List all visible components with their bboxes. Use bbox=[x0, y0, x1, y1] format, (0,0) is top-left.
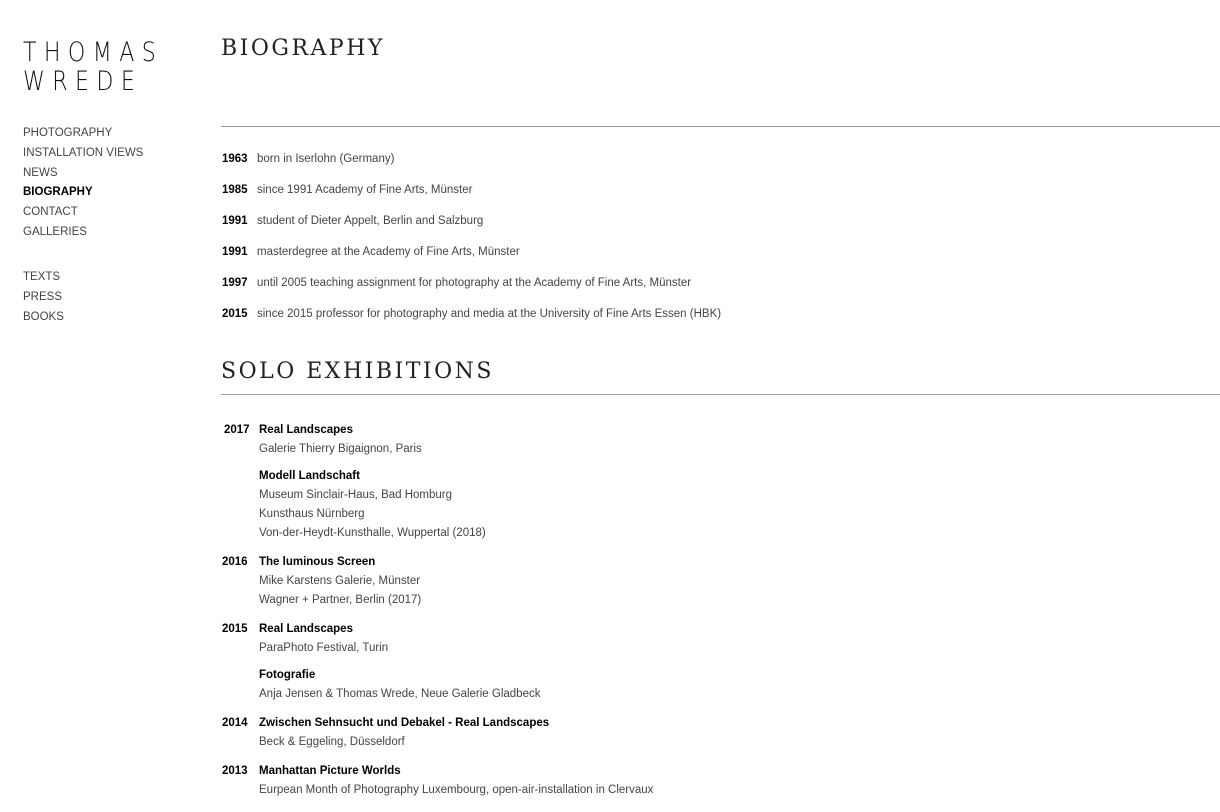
biography-row bbox=[222, 305, 721, 336]
nav-item-news[interactable]: NEWS bbox=[23, 166, 58, 179]
exhibition-venue: Museum Sinclair-Haus, Bad Homburg bbox=[259, 489, 453, 501]
divider bbox=[221, 126, 1220, 127]
biography-row bbox=[222, 274, 721, 305]
nav-item-galleries[interactable]: GALLERIES bbox=[23, 225, 87, 238]
nav-item-biography[interactable]: BIOGRAPHY bbox=[23, 186, 93, 199]
exhibition-venue: Mike Karstens Galerie, Münster bbox=[259, 575, 421, 587]
exhibition-title: Modell Landschaft bbox=[259, 470, 360, 482]
site-logo[interactable] bbox=[23, 38, 194, 96]
exhibition-title: The luminous Screen bbox=[259, 556, 376, 568]
biography-text: student of Dieter Appelt, Berlin and Salzburg bbox=[257, 215, 484, 227]
exhibition-venue: Beck & Eggeling, Düsseldorf bbox=[259, 736, 405, 748]
biography-row bbox=[222, 181, 721, 212]
exhibition-title: Fotografie bbox=[259, 669, 316, 681]
nav-item-contact[interactable]: CONTACT bbox=[23, 206, 78, 219]
nav-item-photography[interactable]: PHOTOGRAPHY bbox=[23, 127, 113, 139]
exhibition-item bbox=[259, 553, 653, 610]
exhibition-year-block bbox=[222, 620, 653, 704]
biography-year: 1963 bbox=[222, 153, 248, 165]
biography-year: 1991 bbox=[222, 246, 248, 258]
exhibition-item bbox=[259, 421, 653, 459]
exhibition-item bbox=[259, 620, 653, 658]
nav-item-installation-views[interactable]: INSTALLATION VIEWS bbox=[23, 146, 144, 159]
logo-line-last: WREDE bbox=[23, 66, 143, 97]
biography-year: 1997 bbox=[222, 277, 248, 289]
exhibition-venue: Kunsthaus Nürnberg bbox=[259, 508, 365, 520]
main-nav bbox=[23, 124, 143, 243]
nav-item-texts[interactable]: TEXTS bbox=[23, 271, 61, 283]
biography-text: since 1991 Academy of Fine Arts, Münster bbox=[257, 184, 473, 196]
exhibition-item bbox=[259, 714, 653, 752]
exhibition-venue: ParaPhoto Festival, Turin bbox=[259, 642, 389, 654]
exhibition-item bbox=[259, 467, 653, 543]
exhibition-title: Real Landscapes bbox=[259, 623, 353, 635]
biography-text: since 2015 professor for photography and media at the University of Fine Arts Essen (HBK) bbox=[257, 308, 722, 320]
nav-item-books[interactable]: BOOKS bbox=[23, 310, 64, 323]
biography-year: 2015 bbox=[222, 308, 248, 320]
logo-line-first: THOMAS bbox=[23, 37, 164, 68]
exhibition-venue: Galerie Thierry Bigaignon, Paris bbox=[259, 443, 422, 455]
secondary-nav bbox=[23, 268, 64, 327]
biography-row bbox=[222, 150, 721, 181]
exhibition-year: 2014 bbox=[222, 717, 248, 729]
biography-text: masterdegree at the Academy of Fine Arts, Münster bbox=[257, 246, 520, 258]
exhibition-year-block bbox=[222, 553, 653, 610]
exhibition-year: 2013 bbox=[222, 765, 248, 777]
exhibition-year: 2016 bbox=[222, 556, 248, 568]
exhibition-year: 2015 bbox=[222, 623, 248, 635]
biography-text: born in Iserlohn (Germany) bbox=[257, 153, 395, 165]
exhibition-venue: Von-der-Heydt-Kunsthalle, Wuppertal (2018) bbox=[259, 527, 486, 539]
exhibition-title: Real Landscapes bbox=[259, 424, 353, 436]
exhibition-year-block bbox=[222, 714, 653, 752]
biography-heading: BIOGRAPHY bbox=[221, 36, 385, 61]
nav-item-press[interactable]: PRESS bbox=[23, 290, 62, 303]
exhibition-venue: Anja Jensen & Thomas Wrede, Neue Galerie Gladbeck bbox=[259, 688, 541, 700]
biography-row bbox=[222, 212, 721, 243]
biography-row bbox=[222, 243, 721, 274]
biography-year: 1991 bbox=[222, 215, 248, 227]
biography-list bbox=[222, 150, 721, 336]
exhibition-venue: Wagner + Partner, Berlin (2017) bbox=[259, 594, 422, 606]
exhibition-title: Manhattan Picture Worlds bbox=[259, 765, 401, 777]
exhibition-venue: Eurpean Month of Photography Luxembourg, open-air-installation in Clervaux bbox=[259, 784, 654, 796]
exhibition-year: 2017 bbox=[224, 424, 250, 436]
exhibition-year-block bbox=[222, 421, 653, 543]
biography-year: 1985 bbox=[222, 184, 248, 196]
exhibition-item bbox=[259, 762, 653, 800]
exhibition-title: Zwischen Sehnsucht und Debakel - Real Landscapes bbox=[259, 717, 550, 729]
solo-exhibitions-list bbox=[222, 421, 653, 810]
divider bbox=[221, 394, 1220, 395]
solo-exhibitions-heading: SOLO EXHIBITIONS bbox=[221, 359, 494, 384]
exhibition-item bbox=[259, 666, 653, 704]
biography-text: until 2005 teaching assignment for photography at the Academy of Fine Arts, Münster bbox=[257, 277, 692, 289]
exhibition-year-block bbox=[222, 762, 653, 800]
